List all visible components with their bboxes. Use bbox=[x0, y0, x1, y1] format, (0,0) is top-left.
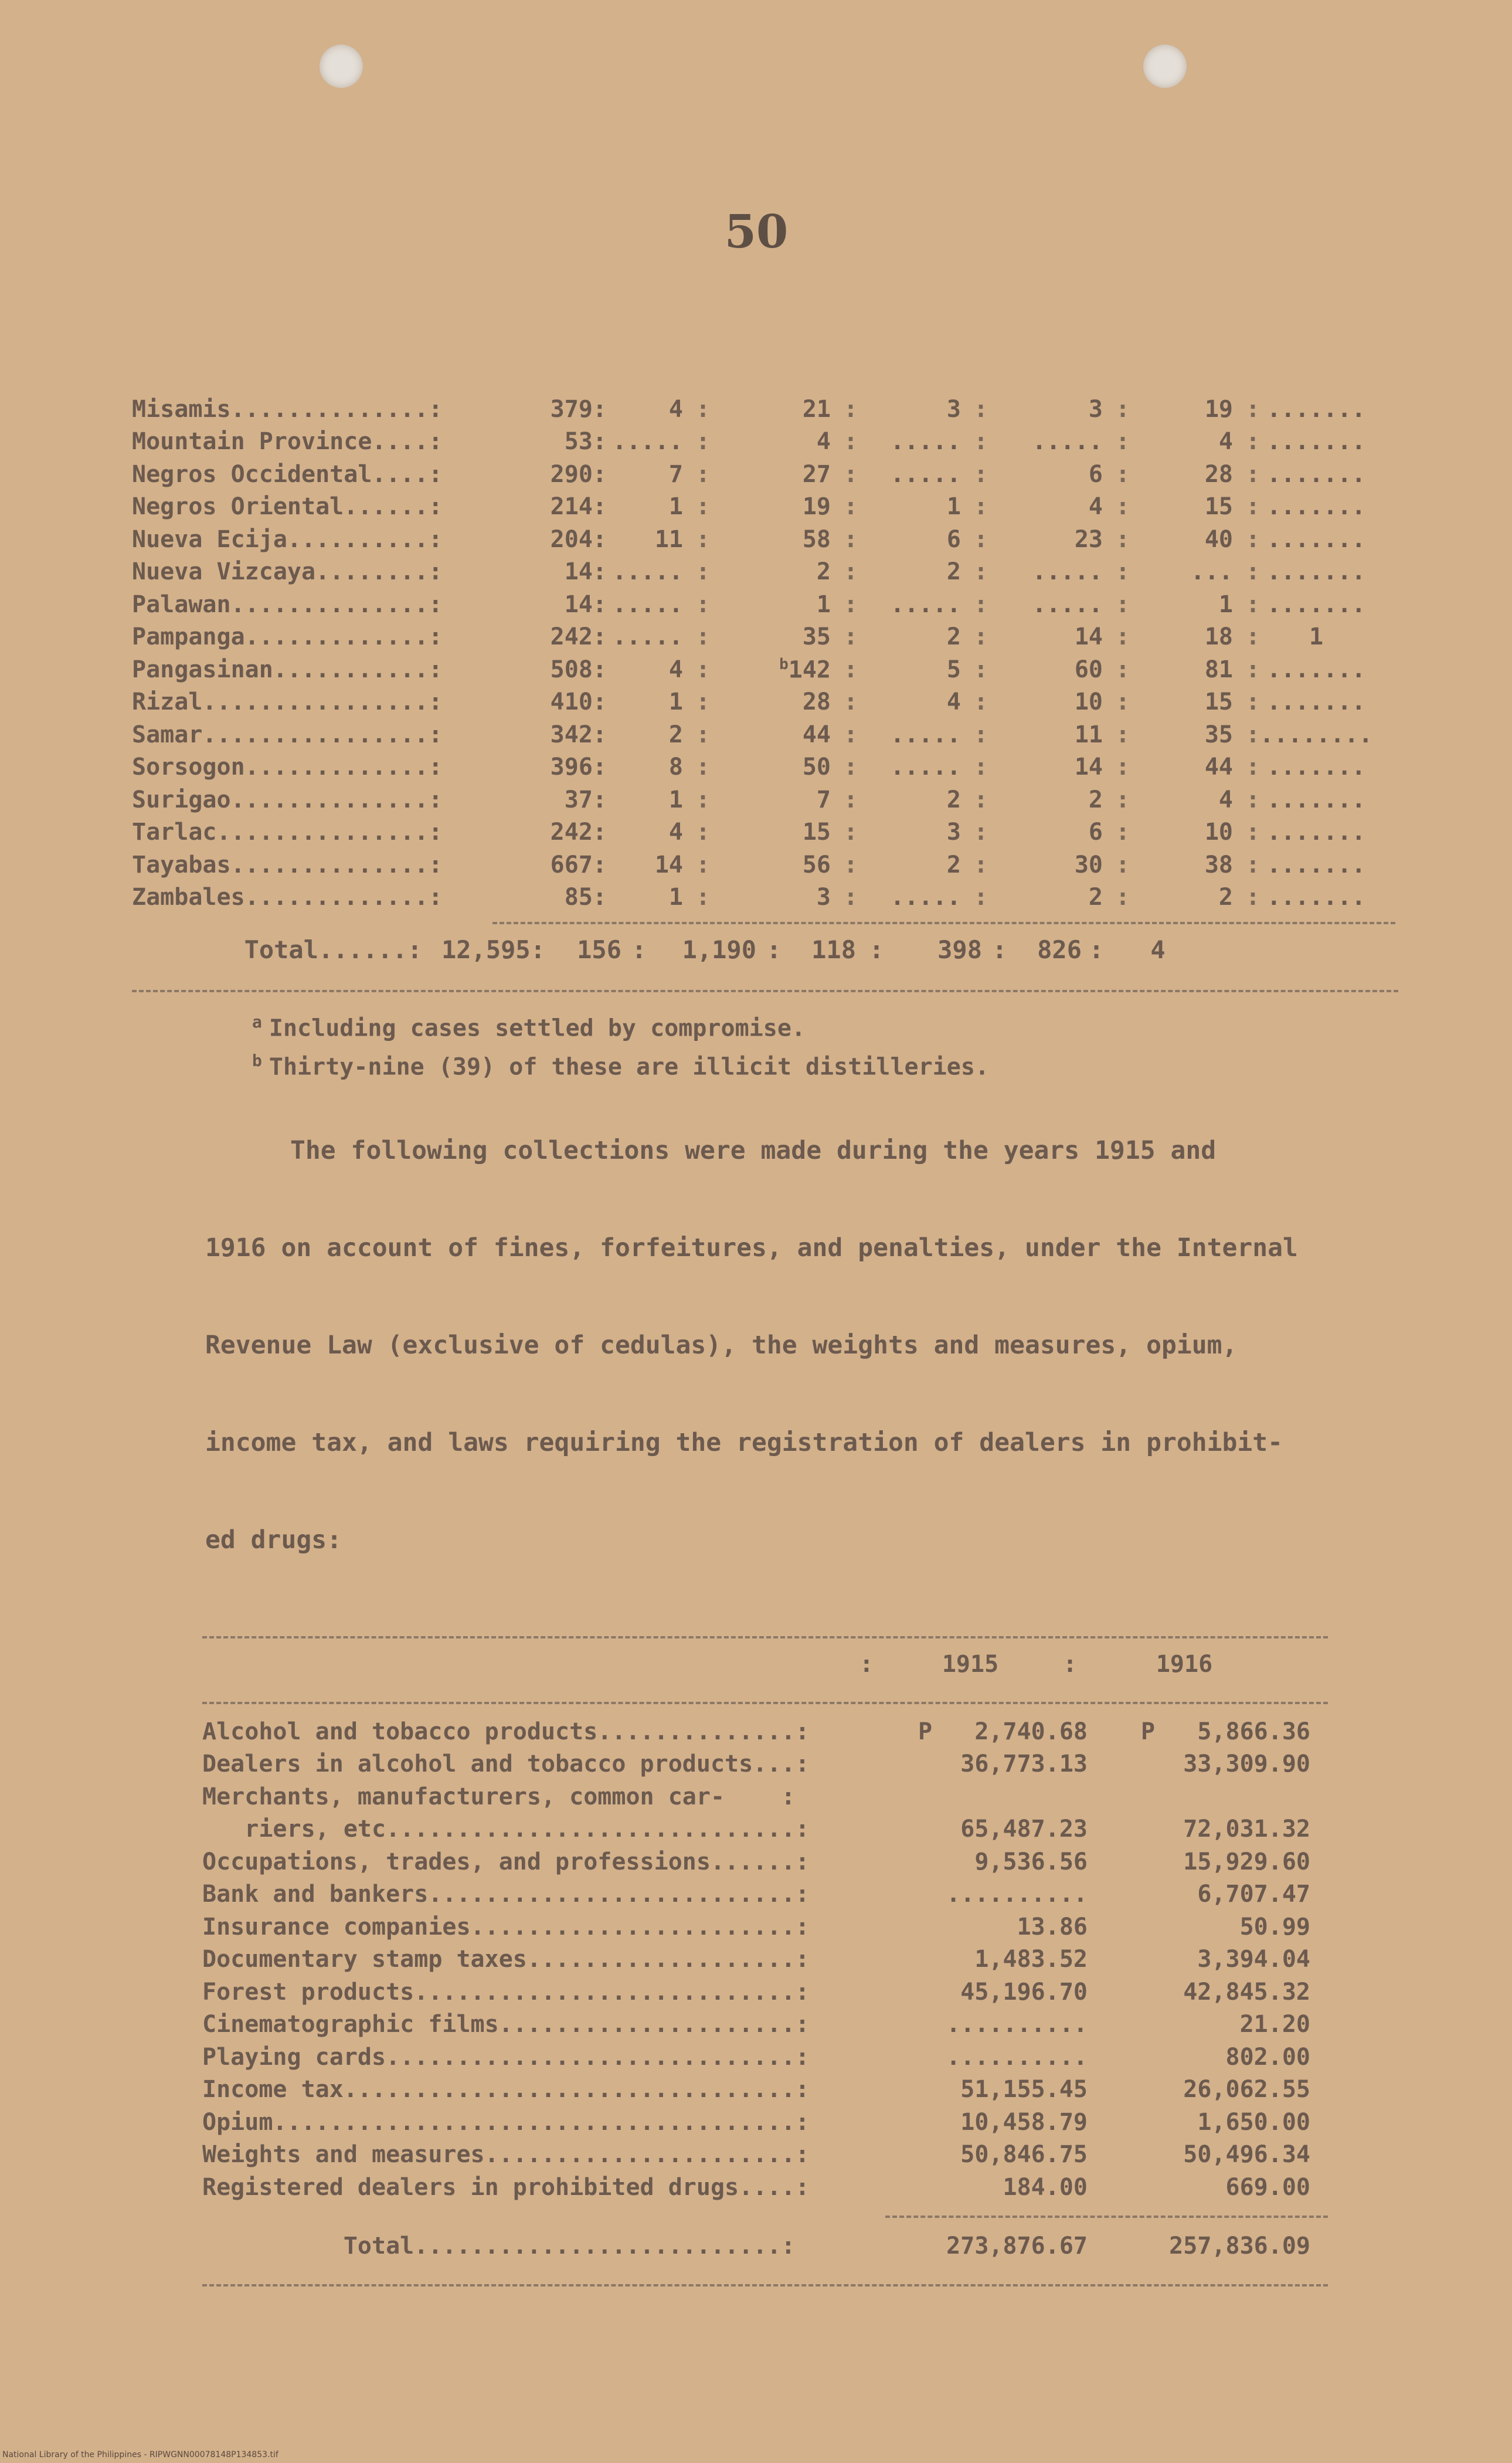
col-7: 1 bbox=[1309, 623, 1324, 651]
table-row bbox=[202, 2106, 1328, 2139]
col-1: 379: bbox=[550, 395, 607, 423]
col-6: 15 bbox=[1204, 493, 1233, 521]
district-name: Tarlac...............: bbox=[132, 819, 443, 846]
paragraph-line-3: Revenue Law (exclusive of cedulas), the weights and measures, opium, bbox=[205, 1331, 1238, 1360]
col-4: ..... bbox=[890, 721, 961, 748]
col-5: 23 bbox=[1074, 525, 1103, 553]
total-c2: 156 bbox=[577, 935, 621, 964]
col-5: 10 bbox=[1074, 688, 1103, 716]
col-5: ..... bbox=[1032, 591, 1103, 618]
col-1: 667: bbox=[550, 851, 607, 878]
table2-header: : 1915 : 1916 bbox=[205, 1648, 1331, 1681]
col-5: 30 bbox=[1074, 851, 1103, 878]
col-6: 15 bbox=[1204, 688, 1233, 716]
table-row bbox=[202, 2009, 1328, 2041]
year-1915-header: 1915 bbox=[942, 1650, 999, 1678]
col-6: 40 bbox=[1204, 525, 1233, 553]
col-2: 4 bbox=[668, 819, 683, 846]
table-row bbox=[202, 1780, 1328, 1813]
table-row: Zambales.............: 85: 1 : 3 : ..... : 2 : 2 : ....... bbox=[132, 881, 1398, 914]
col-4: 2 bbox=[946, 851, 961, 878]
col-2: 7 bbox=[668, 460, 683, 488]
district-name: Pangasinan...........: bbox=[132, 656, 443, 683]
col-3: 56 bbox=[802, 851, 831, 878]
col-6: 44 bbox=[1204, 754, 1233, 781]
col-1: 204: bbox=[550, 525, 607, 553]
col-1: 508: bbox=[550, 656, 607, 683]
col-7: ....... bbox=[1266, 851, 1366, 878]
col-1: 396: bbox=[550, 754, 607, 781]
col-6: 1 bbox=[1218, 591, 1233, 618]
col-6: 38 bbox=[1204, 851, 1233, 878]
col-3: 3 bbox=[816, 884, 831, 911]
footnote-a: $^a$ Including cases settled by compromise. bbox=[252, 1012, 806, 1042]
col-7: ....... bbox=[1266, 688, 1366, 716]
total-1916: 257,836.09 bbox=[1169, 2233, 1310, 2260]
col-1: 85: bbox=[564, 884, 607, 911]
col-1: 342: bbox=[550, 721, 607, 748]
table-row bbox=[202, 1813, 1328, 1846]
col-3: 58 bbox=[802, 525, 831, 553]
col-3: $^b$142 bbox=[779, 656, 831, 684]
table-row: Negros Occidental....: 290: 7 : 27 : ..... : 6 : 28 : ....... bbox=[132, 458, 1398, 491]
paragraph-line-2: 1916 on account of fines, forfeitures, and penalties, under the Internal bbox=[205, 1233, 1298, 1263]
collection-label: Registered dealers in prohibited drugs....: bbox=[202, 2173, 810, 2201]
col-7: ....... bbox=[1266, 525, 1366, 553]
collection-label: Opium.....................................: bbox=[202, 2108, 810, 2136]
col-3: 7 bbox=[816, 786, 831, 813]
col-5: 14 bbox=[1074, 754, 1103, 781]
district-name: Negros Oriental......: bbox=[132, 493, 443, 521]
table-row bbox=[202, 2139, 1328, 2172]
district-name: Samar................: bbox=[132, 721, 443, 748]
col-7: ....... bbox=[1266, 786, 1366, 813]
collection-label: Dealers in alcohol and tobacco products...: bbox=[202, 1750, 810, 1778]
table2-bottom-rule bbox=[202, 2284, 1328, 2286]
district-name: Palawan..............: bbox=[132, 591, 443, 618]
table-row: Nueva Ecija..........: 204: 11 : 58 : 6 : 23 : 40 : ....... bbox=[132, 523, 1398, 556]
district-name: Negros Occidental....: bbox=[132, 460, 443, 488]
table-row: Misamis..............: 379: 4 : 21 : 3 : 3 : 19 : ....... bbox=[132, 393, 1398, 426]
paragraph-line-1: The following collections were made during the years 1915 and bbox=[290, 1136, 1217, 1165]
col-3: 21 bbox=[802, 395, 831, 423]
value-1915: .......... bbox=[946, 1881, 1088, 1908]
col-2: 1 bbox=[668, 786, 683, 813]
table1-subtotal-rule bbox=[492, 922, 1395, 924]
table-row bbox=[202, 2074, 1328, 2106]
col-6: 28 bbox=[1204, 460, 1233, 488]
table-row: Surigao..............: 37: 1 : 7 : 2 : 2 : 4 : ....... bbox=[132, 783, 1398, 816]
col-6: 18 bbox=[1204, 623, 1233, 651]
col-5: 2 bbox=[1088, 884, 1103, 911]
table1-bottom-rule bbox=[132, 990, 1398, 992]
footnote-b: $^b$ Thirty-nine (39) of these are illicit distilleries. bbox=[252, 1051, 990, 1081]
col-4: 2 bbox=[946, 786, 961, 813]
collection-label: Bank and bankers..........................: bbox=[202, 1881, 810, 1908]
value-1915: P 2,740.68 bbox=[918, 1718, 1088, 1745]
value-1915: .......... bbox=[946, 2011, 1088, 2038]
table-row: Samar................: 342: 2 : 44 : ..... : 11 : 35 : ........ bbox=[132, 718, 1398, 751]
col-1: 14: bbox=[564, 591, 607, 618]
value-1915: .......... bbox=[946, 2043, 1088, 2071]
col-3: 2 bbox=[816, 558, 831, 586]
col-7: ....... bbox=[1266, 656, 1366, 683]
district-name: Nueva Ecija..........: bbox=[132, 525, 443, 553]
table-row: Palawan..............: 14: ..... : 1 : ..... : ..... : 1 : ....... bbox=[132, 588, 1398, 621]
page-number: 50 bbox=[724, 205, 789, 259]
col-1: 410: bbox=[550, 688, 607, 716]
col-6: 4 bbox=[1218, 428, 1233, 456]
collection-label: Merchants, manufacturers, common car- : bbox=[202, 1783, 796, 1810]
archive-caption: National Library of the Philippines - RIPWGNN00078148P134853.tif bbox=[2, 2450, 278, 2459]
table2-subtotal-rule bbox=[885, 2216, 1328, 2218]
collection-label: Occupations, trades, and professions......: bbox=[202, 1848, 810, 1875]
col-5: 6 bbox=[1088, 819, 1103, 846]
col-4: 1 bbox=[946, 493, 961, 521]
value-1915: 9,536.56 bbox=[974, 1848, 1088, 1875]
total-c1: 12,595: bbox=[441, 935, 545, 964]
collection-label: Documentary stamp taxes...................: bbox=[202, 1946, 810, 1973]
col-2: 1 bbox=[668, 884, 683, 911]
collection-label: Insurance companies.......................: bbox=[202, 1913, 810, 1940]
value-1915: 50,846.75 bbox=[960, 2141, 1088, 2169]
table-row: Mountain Province....: 53: ..... : 4 : ..... : ..... : 4 : ....... bbox=[132, 426, 1398, 459]
col-5: ..... bbox=[1032, 558, 1103, 586]
col-7: ........ bbox=[1259, 721, 1373, 748]
col-4: ..... bbox=[890, 591, 961, 618]
col-7: ....... bbox=[1266, 395, 1366, 423]
table-row bbox=[202, 1715, 1328, 1748]
table-row bbox=[202, 1845, 1328, 1878]
col-1: 242: bbox=[550, 819, 607, 846]
total-c3: 1,190 bbox=[682, 935, 756, 964]
total-c5: 398 bbox=[937, 935, 982, 964]
table-row: Pampanga.............: 242: ..... : 35 : 2 : 14 : 18 : 1 bbox=[132, 621, 1398, 654]
value-1916: 26,062.55 bbox=[1183, 2076, 1310, 2104]
col-7: ....... bbox=[1266, 428, 1366, 456]
col-2: 4 bbox=[668, 395, 683, 423]
value-1916: 21.20 bbox=[1239, 2011, 1310, 2038]
table-row bbox=[202, 2041, 1328, 2074]
value-1916: 50,496.34 bbox=[1183, 2141, 1310, 2169]
table-row: Rizal................: 410: 1 : 28 : 4 : 10 : 15 : ....... bbox=[132, 686, 1398, 719]
value-1916: 3,394.04 bbox=[1197, 1946, 1310, 1973]
value-1916: 50.99 bbox=[1239, 1913, 1310, 1940]
paragraph-line-4: income tax, and laws requiring the registration of dealers in prohibit- bbox=[205, 1428, 1283, 1457]
value-1916: 33,309.90 bbox=[1183, 1750, 1310, 1778]
collection-label: Weights and measures......................: bbox=[202, 2141, 810, 2169]
value-1915: 51,155.45 bbox=[960, 2076, 1088, 2104]
col-2: 1 bbox=[668, 493, 683, 521]
col-3: 50 bbox=[802, 754, 831, 781]
col-2: 14 bbox=[654, 851, 683, 878]
collection-label: Alcohol and tobacco products..............: bbox=[202, 1718, 810, 1745]
col-2: 11 bbox=[654, 525, 683, 553]
col-4: 2 bbox=[946, 623, 961, 651]
table-row bbox=[202, 1943, 1328, 1976]
col-4: ..... bbox=[890, 460, 961, 488]
total-1915: 273,876.67 bbox=[946, 2233, 1088, 2260]
col-6: 4 bbox=[1218, 786, 1233, 813]
collections-table bbox=[202, 1715, 1328, 2204]
district-name: Misamis..............: bbox=[132, 395, 443, 423]
col-7: ....... bbox=[1266, 558, 1366, 586]
col-4: 6 bbox=[946, 525, 961, 553]
table-row: Negros Oriental......: 214: 1 : 19 : 1 : 4 : 15 : ....... bbox=[132, 491, 1398, 524]
col-5: 60 bbox=[1074, 656, 1103, 683]
col-7: ....... bbox=[1266, 819, 1366, 846]
collection-label: Income tax................................: bbox=[202, 2076, 810, 2104]
binder-hole-right bbox=[1143, 45, 1187, 88]
col-5: 11 bbox=[1074, 721, 1103, 748]
col-6: 19 bbox=[1204, 395, 1233, 423]
col-3: 35 bbox=[802, 623, 831, 651]
col-2: 8 bbox=[668, 754, 683, 781]
value-1916: 15,929.60 bbox=[1183, 1848, 1310, 1875]
col-3: 44 bbox=[802, 721, 831, 748]
table-row: Tayabas..............: 667: 14 : 56 : 2 : 30 : 38 : ....... bbox=[132, 849, 1398, 881]
collection-label: Playing cards.............................: bbox=[202, 2043, 810, 2071]
col-6: 35 bbox=[1204, 721, 1233, 748]
col-2: 4 bbox=[668, 656, 683, 683]
collection-label: riers, etc.............................: bbox=[202, 1816, 810, 1843]
district-name: Zambales.............: bbox=[132, 884, 443, 911]
footnotes bbox=[252, 1006, 989, 1084]
district-name: Rizal................: bbox=[132, 688, 443, 716]
col-1: 290: bbox=[550, 460, 607, 488]
value-1916: 72,031.32 bbox=[1183, 1816, 1310, 1843]
value-1915: 36,773.13 bbox=[960, 1750, 1088, 1778]
table-row: Sorsogon.............: 396: 8 : 50 : ..... : 14 : 44 : ....... bbox=[132, 751, 1398, 784]
district-cases-table bbox=[132, 393, 1398, 914]
col-5: 14 bbox=[1074, 623, 1103, 651]
table-row bbox=[202, 1911, 1328, 1943]
col-1: 14: bbox=[564, 558, 607, 586]
value-1916: 42,845.32 bbox=[1183, 1978, 1310, 2006]
col-6: 10 bbox=[1204, 819, 1233, 846]
total-c7: 4 bbox=[1150, 935, 1166, 964]
total-c4: 118 bbox=[811, 935, 856, 964]
collection-label: Forest products...........................: bbox=[202, 1978, 810, 2006]
col-3: 1 bbox=[816, 591, 831, 618]
district-name: Mountain Province....: bbox=[132, 428, 443, 456]
col-6: 81 bbox=[1204, 656, 1233, 683]
col-5: 6 bbox=[1088, 460, 1103, 488]
col-3: 15 bbox=[802, 819, 831, 846]
col-7: ....... bbox=[1266, 884, 1366, 911]
table-row: Nueva Vizcaya........: 14: ..... : 2 : 2 : ..... : ... : ....... bbox=[132, 556, 1398, 589]
collection-label: Cinematographic films.....................: bbox=[202, 2011, 810, 2038]
value-1915: 184.00 bbox=[1003, 2173, 1088, 2201]
table-row bbox=[202, 2171, 1328, 2204]
total-c6: 826 bbox=[1037, 935, 1082, 964]
year-1916-header: 1916 bbox=[1156, 1650, 1213, 1678]
col-1: 242: bbox=[550, 623, 607, 651]
col-5: ..... bbox=[1032, 428, 1103, 456]
table2-top-rule bbox=[202, 1636, 1328, 1638]
col-2: ..... bbox=[612, 558, 683, 586]
total-label: Total..........................: bbox=[202, 2233, 796, 2260]
col-3: 19 bbox=[802, 493, 831, 521]
district-name: Sorsogon.............: bbox=[132, 754, 443, 781]
paragraph-line-5: ed drugs: bbox=[205, 1525, 342, 1555]
value-1915: 10,458.79 bbox=[960, 2108, 1088, 2136]
col-4: 4 bbox=[946, 688, 961, 716]
col-3: 28 bbox=[802, 688, 831, 716]
table-row bbox=[202, 1976, 1328, 2009]
total-label: Total......: bbox=[244, 935, 422, 964]
binder-hole-left bbox=[320, 45, 363, 88]
col-1: 53: bbox=[564, 428, 607, 456]
table-row bbox=[202, 1878, 1328, 1911]
col-5: 4 bbox=[1088, 493, 1103, 521]
table2-total-row bbox=[202, 2225, 1328, 2267]
value-1915: 1,483.52 bbox=[974, 1946, 1088, 1973]
table2-header-rule bbox=[202, 1702, 1328, 1704]
col-4: 3 bbox=[946, 819, 961, 846]
col-2: 2 bbox=[668, 721, 683, 748]
value-1916: 669.00 bbox=[1225, 2173, 1310, 2201]
value-1915: 13.86 bbox=[1017, 1913, 1088, 1940]
col-1: 37: bbox=[564, 786, 607, 813]
col-6: ... bbox=[1190, 558, 1233, 586]
value-1915: 65,487.23 bbox=[960, 1816, 1088, 1843]
table-row bbox=[202, 1748, 1328, 1781]
col-6: 2 bbox=[1218, 884, 1233, 911]
col-3: 4 bbox=[816, 428, 831, 456]
col-7: ....... bbox=[1266, 591, 1366, 618]
col-1: 214: bbox=[550, 493, 607, 521]
col-5: 2 bbox=[1088, 786, 1103, 813]
col-2: ..... bbox=[612, 428, 683, 456]
district-name: Surigao..............: bbox=[132, 786, 443, 813]
table1-total-row: Total......: 12,595: 156 : 1,190 : 118 : 398 : 826 : 4 bbox=[132, 935, 1398, 964]
value-1916: 802.00 bbox=[1225, 2043, 1310, 2071]
col-4: ..... bbox=[890, 428, 961, 456]
col-7: ....... bbox=[1266, 754, 1366, 781]
value-1916: P 5,866.36 bbox=[1141, 1718, 1310, 1745]
col-4: ..... bbox=[890, 754, 961, 781]
table-row: Pangasinan...........: 508: 4 : $^b$142 : 5 : 60 : 81 : ....... bbox=[132, 653, 1398, 686]
col-4: 2 bbox=[946, 558, 961, 586]
district-name: Pampanga.............: bbox=[132, 623, 443, 651]
col-4: 3 bbox=[946, 395, 961, 423]
col-7: ....... bbox=[1266, 460, 1366, 488]
table-row: Tarlac...............: 242: 4 : 15 : 3 : 6 : 10 : ....... bbox=[132, 816, 1398, 849]
collections-paragraph bbox=[205, 1129, 1378, 1616]
col-2: ..... bbox=[612, 623, 683, 651]
district-name: Nueva Vizcaya........: bbox=[132, 558, 443, 586]
col-4: 5 bbox=[946, 656, 961, 683]
col-2: 1 bbox=[668, 688, 683, 716]
col-7: ....... bbox=[1266, 493, 1366, 521]
district-name: Tayabas..............: bbox=[132, 851, 443, 878]
col-3: 27 bbox=[802, 460, 831, 488]
col-5: 3 bbox=[1088, 395, 1103, 423]
col-2: ..... bbox=[612, 591, 683, 618]
value-1916: 6,707.47 bbox=[1197, 1881, 1310, 1908]
value-1916: 1,650.00 bbox=[1197, 2108, 1310, 2136]
value-1915: 45,196.70 bbox=[960, 1978, 1088, 2006]
col-4: ..... bbox=[890, 884, 961, 911]
